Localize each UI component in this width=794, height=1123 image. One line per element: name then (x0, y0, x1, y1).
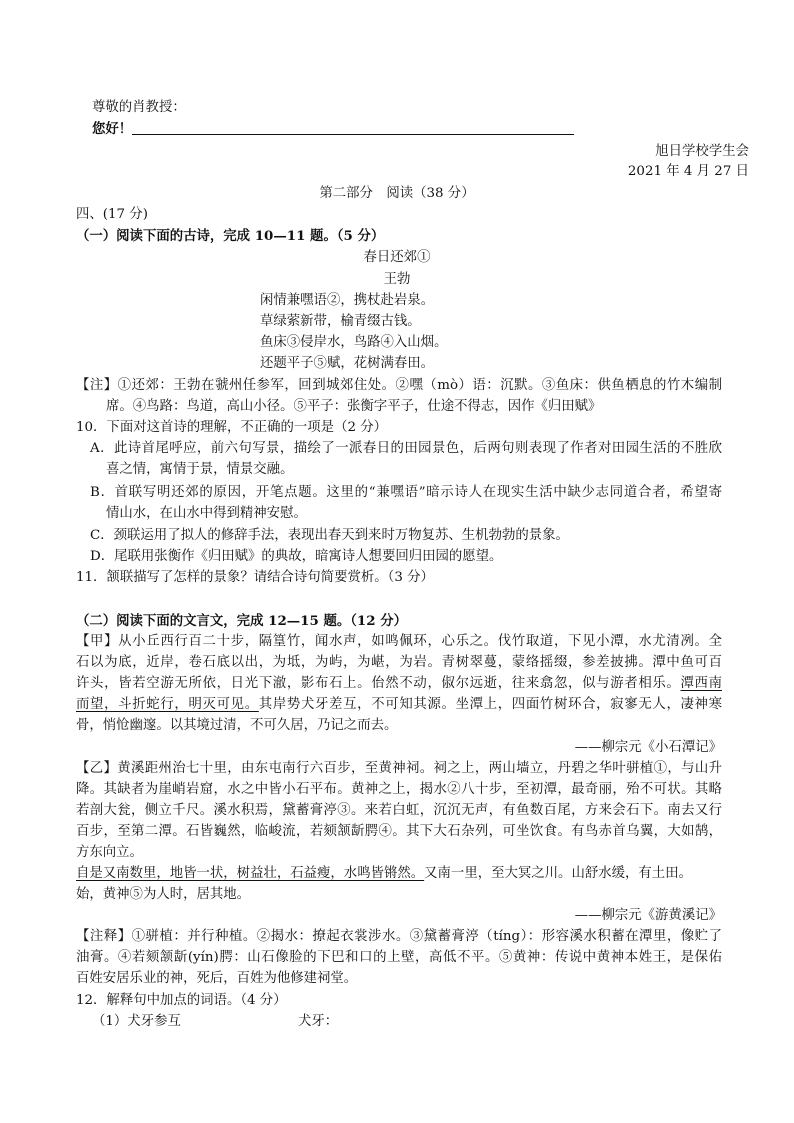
passage-yi-line (76, 864, 692, 884)
passage-jia-line: 【甲】从小丘西行百二十步，隔篁竹，闻水声，如鸣佩环，心乐之。伐竹取道，下见小潭，水尤清冽。全 (76, 634, 722, 649)
q10-option-a[interactable]: A．此诗首尾呼应，前六句写景，描绘了一派春日的田园景色，后两句则表现了作者对田园生活的不胜欣 (90, 441, 722, 456)
passage-jia-line: 骨，悄怆幽邃。以其境过清，不可久居，乃记之而去。 (76, 718, 398, 733)
question-11: 11．颔联描写了怎样的景象？请结合诗句简要赏析。（3 分） (76, 570, 434, 585)
passage-yi-line: 降。其缺者为崖峭岩窟，水之中皆小石平布。黄神之上，揭水②八十步，至初潭，最奇丽，殆不可状。其略 (76, 782, 722, 797)
q10-option-b-cont: 情山水，在山水中得到精神安慰。 (106, 506, 307, 521)
passage-yi-text: 又南一里，至大冥之川。山舒水缓，有土田。 (424, 866, 692, 881)
q10-option-d[interactable]: D．尾联用张衡作《归田赋》的典故，暗寓诗人想要回归田园的愿望。 (90, 549, 503, 564)
passage-yi-source: ——柳宗元《游黄溪记》 (574, 908, 722, 923)
passage-notes-cont: 油膏。④若颏颔龂(yín)腭：山石像脸的下巴和口的上壁，高低不平。⑤黄神：传说中黄神本姓王，是保佑 (76, 950, 722, 965)
question-12: 12．解释句中加点的词语。（4 分） (76, 993, 287, 1008)
q10-option-a-cont: 喜之情，寓情于景，情景交融。 (106, 462, 294, 477)
passage-yi-line: 【乙】黄溪距州治七十里，由东屯南行六百步，至黄神祠。祠之上，两山墙立，丹碧之华叶骈植①，与山升 (76, 761, 722, 776)
poem-line: 鱼床③侵岸水，鸟路④入山烟。 (260, 335, 448, 350)
passage-notes-cont: 百姓安居乐业的神，死后，百姓为他修建祠堂。 (76, 971, 358, 986)
question-10: 10．下面对这首诗的理解，不正确的一项是（2 分） (76, 420, 388, 435)
letter-body-line (92, 119, 574, 140)
poem-title: 春日还郊① (363, 250, 431, 265)
q10-option-b[interactable]: B．首联写明还郊的原因，开笔点题。这里的“兼嘿语”暗示诗人在现实生活中缺少志同道合者，希望寄 (90, 485, 722, 500)
q12-item-1-answer-label[interactable]: 犬牙： (298, 1014, 339, 1029)
passage-jia-line: 石以为底，近岸，卷石底以出，为坻，为屿，为嵁，为岩。青树翠蔓，蒙络摇缀，参差披拂。潭中鱼可百 (76, 655, 722, 670)
passage-jia-text: 许头，皆若空游无所依，日光下澈，影布石上。佁然不动，俶尔远逝，往来翕忽，似与游者相乐。 (76, 676, 681, 691)
poem-line: 还题平子⑤赋，花树满春田。 (260, 356, 435, 371)
letter-signature: 旭日学校学生会 (655, 144, 749, 159)
prose-section-heading: （二）阅读下面的文言文，完成 12—15 题。（12 分） (76, 613, 407, 629)
letter-greeting: 您好！ (92, 121, 133, 137)
poem-note-cont: 席。④鸟路：鸟道，高山小径。⑤平子：张衡字平子，仕途不得志，因作《归田赋》 (106, 399, 602, 414)
underlined-sentence: 自是又南数里，地皆一状，树益壮，石益瘦，水鸣皆锵然。 (76, 866, 425, 881)
letter-salutation: 尊敬的肖教授： (92, 100, 186, 115)
passage-yi-line: 始，黄神⑤为人时，居其地。 (76, 887, 251, 902)
poem-line: 草绿萦新带，榆青缀古钱。 (260, 314, 421, 329)
passage-yi-line: 百步，至第二潭。石皆巍然，临峻流，若颏颔龂腭④。其下大石杂列，可坐饮食。有鸟赤首乌翼，大如鹄， (76, 824, 722, 839)
passage-notes: 【注释】①骈植：并行种植。②揭水：撩起衣裳涉水。③黛蓄膏渟（tíng）：形容溪水积蓄在潭里，像贮了 (76, 929, 722, 944)
passage-jia-text: 其岸势犬牙差互，不可知其源。坐潭上，四面竹树环合，寂寥无人，凄神寒 (258, 697, 723, 712)
underlined-sentence: 而望，斗折蛇行，明灭可见。 (76, 697, 259, 712)
passage-yi-line: 若剖大瓮，侧立千尺。溪水积焉，黛蓄膏渟③。来若白虹，沉沉无声，有鱼数百尾，方来会石下。南去又行 (76, 803, 722, 818)
passage-jia-source: ——柳宗元《小石潭记》 (574, 740, 722, 755)
q10-option-c[interactable]: C．颈联运用了拟人的修辞手法，表现出春天到来时万物复苏、生机勃勃的景象。 (90, 528, 569, 543)
letter-date: 2021 年 4 月 27 日 (627, 164, 749, 179)
answer-blank-line[interactable] (132, 120, 574, 135)
passage-yi-line: 方东向立。 (76, 845, 143, 860)
q12-item-1: （1）犬牙参互 (92, 1014, 181, 1029)
underlined-sentence: 潭西南 (680, 676, 723, 691)
poem-author: 王勃 (383, 272, 411, 287)
part-four-heading: 四、(17 分) (76, 207, 148, 222)
poem-section-heading: （一）阅读下面的古诗，完成 10—11 题。（5 分） (76, 228, 385, 244)
passage-jia-line (76, 674, 722, 694)
passage-jia-line (76, 695, 722, 715)
poem-line: 闲情兼嘿语②，携杖赴岩泉。 (260, 293, 435, 308)
section-title: 第二部分 阅读（38 分） (319, 186, 475, 201)
poem-note: 【注】①还郊：王勃在虢州任参军，回到城郊住处。②嘿（mò）语：沉默。③鱼床：供鱼栖息的竹木编制 (76, 378, 722, 393)
